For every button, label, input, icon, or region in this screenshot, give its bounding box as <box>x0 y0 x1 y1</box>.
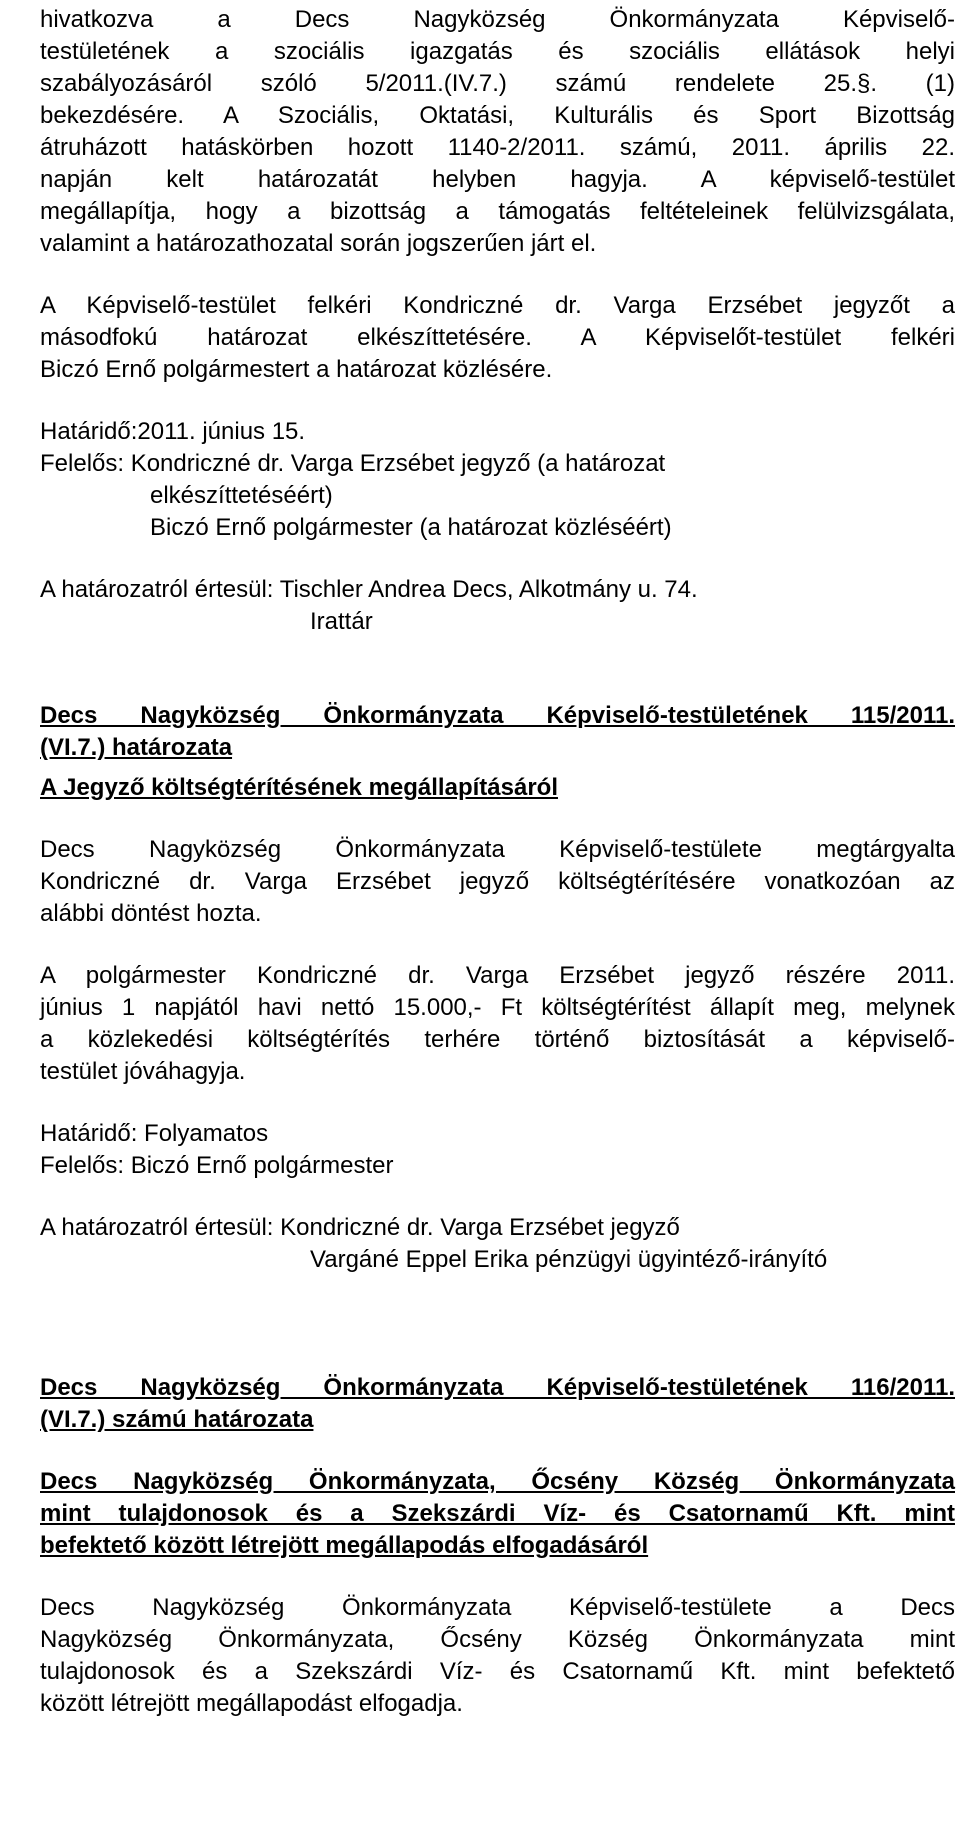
paragraph-line: valamint a határozathozatal során jogszerűen járt el. <box>40 230 597 257</box>
paragraph-line: A polgármester Kondriczné dr. Varga Erzsébet jegyző részére 2011. <box>40 962 955 989</box>
paragraph-line: tulajdonosok és a Szekszárdi Víz- és Csatornamű Kft. mint befektető <box>40 1658 955 1685</box>
resolution-heading-cont: (VI.7.) határozata <box>40 734 233 761</box>
resolution-title: A Jegyző költségtérítésének megállapításáról <box>40 774 558 801</box>
paragraph-line: testület jóváhagyja. <box>40 1058 246 1085</box>
resolution-continuation <box>40 4 955 638</box>
paragraph-line: másodfokú határozat elkészíttetésére. A Képviselőt-testület felkéri <box>40 324 955 351</box>
resolution-title: befektető között létrejött megállapodás elfogadásáról <box>40 1532 649 1559</box>
paragraph-line: bekezdésére. A Szociális, Oktatási, Kulturális és Sport Bizottság <box>40 102 955 129</box>
notified: A határozatról értesül: Tischler Andrea Decs, Alkotmány u. 74. <box>40 576 698 603</box>
deadline: Határidő: Folyamatos <box>40 1120 269 1147</box>
deadline: Határidő:2011. június 15. <box>40 418 306 445</box>
resolution-heading: Decs Nagyközség Önkormányzata Képviselő-testületének 115/2011. <box>40 702 955 729</box>
resolution-heading-cont: (VI.7.) számú határozata <box>40 1406 314 1433</box>
resolution-title: Decs Nagyközség Önkormányzata, Őcsény Község Önkormányzata <box>40 1468 955 1495</box>
paragraph-line: napján kelt határozatát helyben hagyja. A képviselő-testület <box>40 166 955 193</box>
responsible-mayor: Biczó Ernő polgármester (a határozat közléséért) <box>150 514 672 541</box>
paragraph-line: alábbi döntést hozta. <box>40 900 262 927</box>
paragraph-line: hivatkozva a Decs Nagyközség Önkormányzata Képviselő- <box>40 6 955 33</box>
notified-continued: Vargáné Eppel Erika pénzügyi ügyintéző-irányító <box>310 1246 828 1273</box>
paragraph-line: Decs Nagyközség Önkormányzata Képviselő-testülete megtárgyalta <box>40 836 955 863</box>
paragraph-line: Nagyközség Önkormányzata, Őcsény Község Önkormányzata mint <box>40 1626 955 1653</box>
archive-note: Irattár <box>310 608 373 635</box>
paragraph-line: átruházott hatáskörben hozott 1140-2/2011. számú, 2011. április 22. <box>40 134 955 161</box>
paragraph-line: A Képviselő-testület felkéri Kondriczné dr. Varga Erzsébet jegyzőt a <box>40 292 955 319</box>
resolution-116 <box>40 1372 955 1720</box>
document-body <box>40 4 955 1720</box>
responsible: Felelős: Biczó Ernő polgármester <box>40 1152 394 1179</box>
notified: A határozatról értesül: Kondriczné dr. Varga Erzsébet jegyző <box>40 1214 680 1241</box>
paragraph-line: megállapítja, hogy a bizottság a támogatás feltételeinek felülvizsgálata, <box>40 198 955 225</box>
paragraph-line: Kondriczné dr. Varga Erzsébet jegyző költségtérítésére vonatkozóan az <box>40 868 955 895</box>
paragraph-line: a közlekedési költségtérítés terhére történő biztosítását a képviselő- <box>40 1026 955 1053</box>
resolution-115 <box>40 700 955 1276</box>
paragraph-line: június 1 napjától havi nettó 15.000,- Ft költségtérítést állapít meg, melynek <box>40 994 955 1021</box>
paragraph-line: Biczó Ernő polgármestert a határozat közlésére. <box>40 356 553 383</box>
paragraph-line: testületének a szociális igazgatás és szociális ellátások helyi <box>40 38 955 65</box>
paragraph-line: Decs Nagyközség Önkormányzata Képviselő-testülete a Decs <box>40 1594 955 1621</box>
resolution-title: mint tulajdonosok és a Szekszárdi Víz- és Csatornamű Kft. mint <box>40 1500 955 1527</box>
resolution-heading: Decs Nagyközség Önkormányzata Képviselő-testületének 116/2011. <box>40 1374 955 1401</box>
paragraph-line: szabályozásáról szóló 5/2011.(IV.7.) számú rendelete 25.§. (1) <box>40 70 955 97</box>
paragraph-line: között létrejött megállapodást elfogadja. <box>40 1690 463 1717</box>
responsible-continued: elkészíttetéséért) <box>150 482 333 509</box>
responsible: Felelős: Kondriczné dr. Varga Erzsébet jegyző (a határozat <box>40 450 666 477</box>
